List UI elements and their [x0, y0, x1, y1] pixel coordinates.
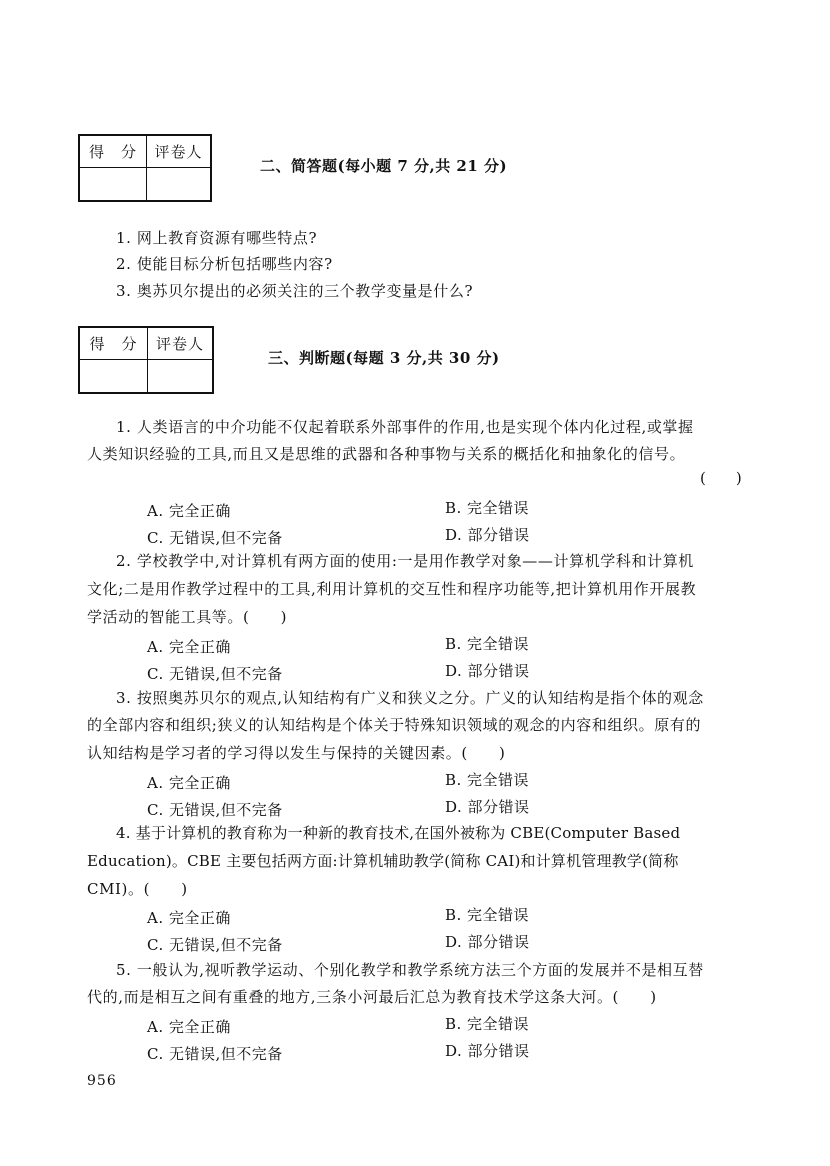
short-question-1: 1. 网上教育资源有哪些特点?: [116, 229, 318, 247]
judgment-q4-line-1: 4. 基于计算机的教育称为一种新的教育技术,在国外被称为 CBE(Computer Based: [116, 824, 681, 842]
option-b: B. 完全错误: [445, 499, 530, 517]
option-a: A. 完全正确: [147, 1018, 231, 1036]
option-b: B. 完全错误: [445, 635, 530, 653]
option-a: A. 完全正确: [147, 502, 231, 520]
score-cell: [79, 359, 148, 393]
option-b: B. 完全错误: [445, 771, 530, 789]
option-d: D. 部分错误: [445, 526, 530, 544]
judgment-q3-line-1: 3. 按照奥苏贝尔的观点,认知结构有广义和狭义之分。广义的认知结构是指个体的观念: [116, 689, 704, 707]
option-c: C. 无错误,但不完备: [147, 529, 283, 547]
judgment-q2-line-3: 学活动的智能工具等。( ): [87, 608, 288, 626]
answer-bracket: ( ): [700, 469, 742, 487]
score-header: 得 分: [79, 135, 147, 167]
option-a: A. 完全正确: [147, 638, 231, 656]
judgment-q2-line-1: 2. 学校教学中,对计算机有两方面的使用:一是用作教学对象——计算机学科和计算机: [116, 552, 694, 570]
judgment-q5-line-2: 代的,而是相互之间有重叠的地方,三条小河最后汇总为教育技术学这条大河。( ): [87, 988, 657, 1006]
judgment-q5-line-1: 5. 一般认为,视听教学运动、个别化教学和教学系统方法三个方面的发展并不是相互替: [116, 961, 704, 979]
judgment-q4-line-3: CMI)。( ): [87, 880, 188, 898]
judgment-q1-line-2: 人类知识经验的工具,而且又是思维的武器和各种事物与关系的概括化和抽象化的信号。: [87, 445, 686, 463]
option-c: C. 无错误,但不完备: [147, 665, 283, 683]
option-d: D. 部分错误: [445, 1042, 530, 1060]
option-c: C. 无错误,但不完备: [147, 936, 283, 954]
page-number: 956: [87, 1073, 117, 1089]
grader-header: 评卷人: [147, 135, 212, 167]
judgment-q4-line-2: Education)。CBE 主要包括两方面:计算机辅助教学(简称 CAI)和计算机管理教学(简称: [87, 852, 679, 870]
score-table-section-3: [78, 326, 214, 394]
judgment-q2-line-2: 文化;二是用作教学过程中的工具,利用计算机的交互性和程序功能等,把计算机用作开展教: [87, 580, 697, 598]
grader-cell: [147, 167, 212, 201]
option-a: A. 完全正确: [147, 909, 231, 927]
score-header: 得 分: [79, 327, 148, 359]
option-a: A. 完全正确: [147, 774, 231, 792]
section-2-title: 二、简答题(每小题 7 分,共 21 分): [260, 157, 508, 175]
section-3-title: 三、判断题(每题 3 分,共 30 分): [268, 349, 500, 367]
option-b: B. 完全错误: [445, 1015, 530, 1033]
short-question-3: 3. 奥苏贝尔提出的必须关注的三个教学变量是什么?: [116, 282, 474, 300]
judgment-q3-line-2: 的全部内容和组织;狭义的认知结构是个体关于特殊知识领域的观念的内容和组织。原有的: [87, 716, 702, 734]
short-question-2: 2. 使能目标分析包括哪些内容?: [116, 255, 333, 273]
grader-cell: [148, 359, 214, 393]
judgment-q1-line-1: 1. 人类语言的中介功能不仅起着联系外部事件的作用,也是实现个体内化过程,或掌握: [116, 418, 694, 436]
score-cell: [79, 167, 147, 201]
option-d: D. 部分错误: [445, 798, 530, 816]
judgment-q3-line-3: 认知结构是学习者的学习得以发生与保持的关键因素。( ): [87, 744, 506, 762]
option-d: D. 部分错误: [445, 933, 530, 951]
option-c: C. 无错误,但不完备: [147, 801, 283, 819]
option-c: C. 无错误,但不完备: [147, 1045, 283, 1063]
option-d: D. 部分错误: [445, 662, 530, 680]
grader-header: 评卷人: [148, 327, 214, 359]
score-table-section-2: [78, 134, 212, 202]
option-b: B. 完全错误: [445, 906, 530, 924]
